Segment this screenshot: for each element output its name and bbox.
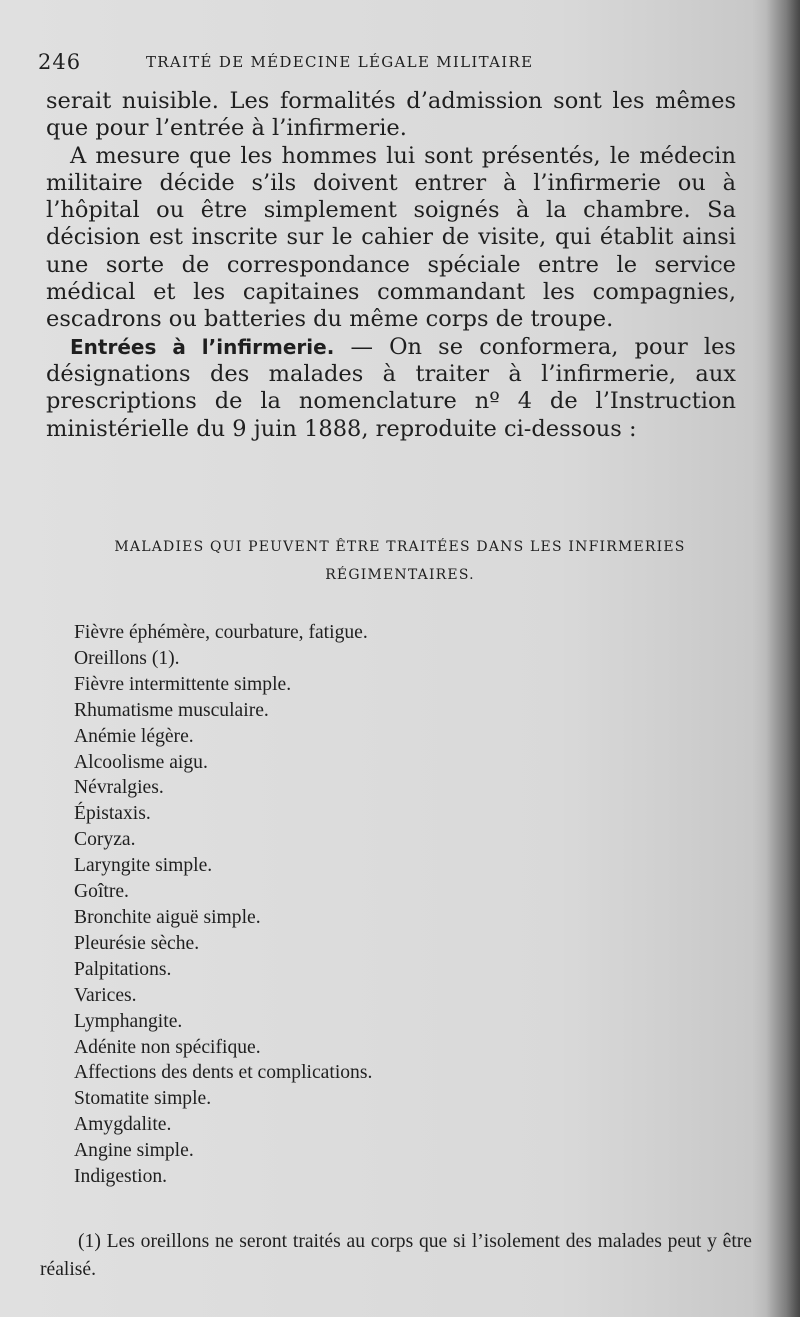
page-number: 246 [38, 50, 82, 74]
list-item: Lymphangite. [74, 1010, 183, 1032]
list-item: Rhumatisme musculaire. [74, 699, 269, 721]
section-text: — On se conformera, pour les désignations des malades à traiter à l’infirmerie, aux prescriptions de la nomenclature nº 4 de l’Instruction ministérielle du 9 juin 1888, reproduite ci-dessous : [46, 333, 736, 442]
list-item: Affections des dents et complications. [74, 1062, 373, 1084]
list-item: Alcoolisme aigu. [74, 751, 208, 773]
list-item: Amygdalite. [74, 1114, 172, 1136]
list-item: Goître. [74, 881, 129, 903]
running-title: TRAITÉ DE MÉDECINE LÉGALE MILITAIRE [146, 53, 534, 71]
list-item: Oreillons (1). [74, 647, 180, 669]
table-title-line: RÉGIMENTAIRES. [325, 567, 475, 583]
list-item: Fièvre éphémère, courbature, fatigue. [74, 622, 368, 643]
section-heading: Entrées à l’infirmerie. [70, 334, 335, 359]
list-item: Angine simple. [74, 1140, 194, 1162]
table-title-line: MALADIES QUI PEUVENT ÊTRE TRAITÉES DANS LES INFIRMERIES [114, 539, 686, 555]
list-item: Pleurésie sèche. [74, 932, 200, 954]
list-item: Anémie légère. [74, 725, 194, 747]
list-item: Coryza. [74, 829, 136, 851]
footnote-text: (1) Les oreillons ne seront traités au corps que si l’isolement des malades peut y être réalisé. [40, 1231, 752, 1280]
list-item: Laryngite simple. [74, 855, 213, 877]
page-edge-shadow [766, 0, 800, 1317]
list-item: Névralgies. [74, 777, 164, 799]
disease-list [74, 620, 694, 1190]
list-item: Bronchite aiguë simple. [74, 906, 261, 928]
paragraph: A mesure que les hommes lui sont présentés, le médecin militaire décide s’ils doivent entrer à l’infirmerie ou à l’hôpital ou être simplement soignés à la chambre. Sa décision est inscrite sur le cahier de visite, qui établit ainsi une sorte de correspondance spéciale entre le service médical et les capitaines commandant les compagnies, escadrons ou batteries du même corps de troupe. [46, 142, 736, 333]
paragraph: serait nuisible. Les formalités d’admission sont les mêmes que pour l’entrée à l’infirmerie. [46, 88, 736, 142]
list-item: Stomatite simple. [74, 1088, 212, 1110]
list-item: Épistaxis. [74, 803, 151, 825]
list-item: Varices. [74, 984, 137, 1006]
footnote [40, 1228, 752, 1284]
list-item: Adénite non spécifique. [74, 1036, 261, 1058]
list-item: Palpitations. [74, 958, 172, 980]
list-item: Indigestion. [74, 1166, 168, 1188]
body-text [46, 88, 736, 443]
section-paragraph [46, 334, 736, 443]
table-title [40, 533, 760, 589]
list-item: Fièvre intermittente simple. [74, 673, 292, 695]
